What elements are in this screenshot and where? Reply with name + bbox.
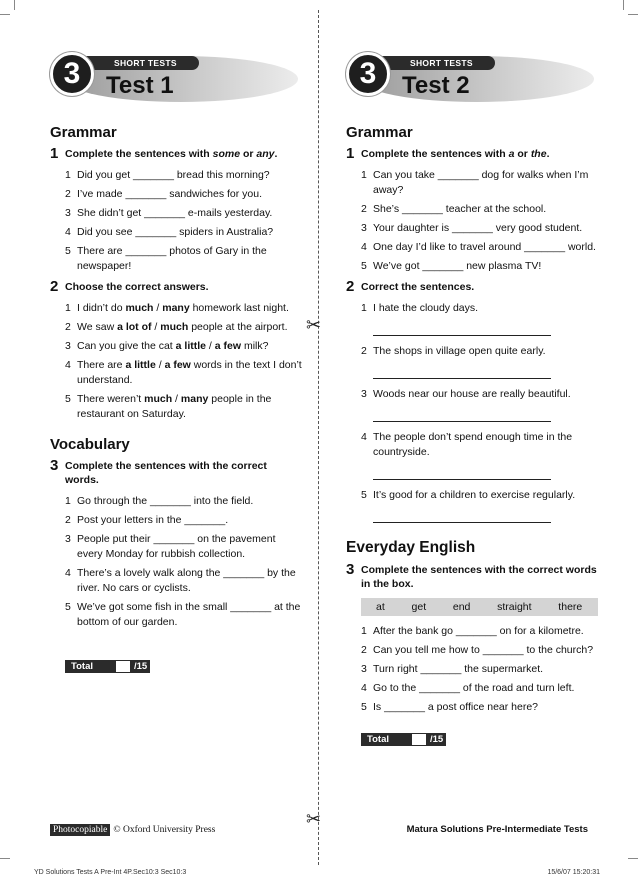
exercise-items xyxy=(50,301,305,422)
instruction-text: Complete the sentences with the correct words. xyxy=(65,460,267,486)
total-max: /15 xyxy=(131,660,150,673)
exercise-instruction xyxy=(346,280,598,294)
list-item[interactable]: 4 There are a little / a few words in the text I don’t understand. xyxy=(65,359,305,386)
exercise-instruction xyxy=(50,459,302,487)
list-item[interactable]: 1 I hate the cloudy days. xyxy=(361,302,479,314)
section-title-grammar: Grammar xyxy=(346,124,413,141)
photocopiable-tag: Photocopiable xyxy=(50,824,110,836)
instruction-text: Correct the sentences. xyxy=(361,281,475,293)
score-field[interactable] xyxy=(411,733,427,746)
list-item[interactable]: 4 Did you see _______ spiders in Australia? xyxy=(65,226,274,238)
instruction-text: Choose the correct answers. xyxy=(65,281,209,293)
test-2-column xyxy=(346,48,598,746)
list-item[interactable]: 5 Is _______ a post office near here? xyxy=(361,701,539,713)
word-box: at get end straight there xyxy=(361,598,598,616)
list-item[interactable]: 3 Turn right _______ the supermarket. xyxy=(361,663,544,675)
unit-number-badge: 3 xyxy=(346,52,390,96)
series-title: Matura Solutions Pre-Intermediate Tests xyxy=(406,824,588,835)
exercise-instruction xyxy=(50,280,302,294)
exercise-number: 3 xyxy=(346,561,355,578)
list-item[interactable]: 1 Can you take _______ dog for walks when I’m away? xyxy=(361,169,592,196)
list-item[interactable]: 4 There’s a lovely walk along the _______ by the river. No cars or cyclists. xyxy=(65,567,299,594)
test-title: Test 1 xyxy=(106,72,174,99)
instruction-text: Complete the sentences with the correct words in the box. xyxy=(361,564,597,590)
exercise-number: 2 xyxy=(50,278,59,295)
test-1-column xyxy=(50,48,305,673)
print-timestamp: 15/6/07 15:20:31 xyxy=(547,869,600,876)
exercise-instruction xyxy=(346,147,598,161)
list-item[interactable]: 3 She didn’t get _______ e-mails yesterday. xyxy=(65,207,273,219)
list-item[interactable]: 2 I’ve made _______ sandwiches for you. xyxy=(65,188,263,200)
exercise-instruction xyxy=(50,147,302,161)
exercise-number: 1 xyxy=(50,145,59,162)
list-item[interactable]: 2 The shops in village open quite early. xyxy=(361,345,546,357)
list-item[interactable]: 2 We saw a lot of / much people at the airport. xyxy=(65,321,288,333)
score-field[interactable] xyxy=(115,660,131,673)
list-item[interactable]: 1 After the bank go _______ on for a kilometre. xyxy=(361,625,584,637)
list-item[interactable]: 2 Can you tell me how to _______ to the church? xyxy=(361,644,594,656)
list-item[interactable]: 3 People put their _______ on the pavement every Monday for rubbish collection. xyxy=(65,533,279,560)
exercise-number: 3 xyxy=(50,457,59,474)
exercise-items xyxy=(346,168,598,274)
total-label: Total xyxy=(361,733,411,746)
exercise-items xyxy=(50,168,302,274)
exercise-number: 1 xyxy=(346,145,355,162)
list-item[interactable]: 1 Go through the _______ into the field. xyxy=(65,495,254,507)
crop-mark xyxy=(0,858,10,859)
print-slug: YD Solutions Tests A Pre-Int 4P.Sec10:3 Sec10:3 xyxy=(34,869,187,876)
list-item[interactable]: 4 One day I’d like to travel around _______ world. xyxy=(361,241,596,253)
list-item[interactable]: 3 Can you give the cat a little / a few milk? xyxy=(65,340,269,352)
test-header xyxy=(50,48,302,110)
total-score-box xyxy=(361,733,598,746)
unit-number-badge: 3 xyxy=(50,52,94,96)
crop-mark xyxy=(14,0,15,10)
answer-line[interactable] xyxy=(373,421,551,422)
list-item[interactable]: 4 Go to the _______ of the road and turn left. xyxy=(361,682,575,694)
list-item[interactable]: 5 We’ve got some fish in the small _______ at the bottom of our garden. xyxy=(65,601,304,628)
section-title-vocabulary: Vocabulary xyxy=(50,436,130,453)
exercise-items xyxy=(346,301,598,523)
answer-line[interactable] xyxy=(373,378,551,379)
list-item[interactable]: 4 The people don’t spend enough time in the countryside. xyxy=(361,431,575,458)
answer-line[interactable] xyxy=(373,335,551,336)
test-header xyxy=(346,48,598,110)
list-item[interactable]: 5 There are _______ photos of Gary in the newspaper! xyxy=(65,245,270,272)
scissors-icon: ✂ xyxy=(306,315,322,335)
answer-line[interactable] xyxy=(373,479,551,480)
crop-mark xyxy=(628,858,638,859)
list-item[interactable]: 2 Post your letters in the _______. xyxy=(65,514,229,526)
list-item[interactable]: 1 Did you get _______ bread this morning? xyxy=(65,169,270,181)
test-title: Test 2 xyxy=(402,72,470,99)
cut-line xyxy=(318,10,319,865)
short-tests-tag: SHORT TESTS xyxy=(360,56,495,70)
crop-mark xyxy=(0,14,10,15)
crop-mark xyxy=(628,14,638,15)
list-item[interactable]: 5 There weren’t much / many people in the restaurant on Saturday. xyxy=(65,393,275,420)
total-label: Total xyxy=(65,660,115,673)
list-item[interactable]: 3 Woods near our house are really beautiful. xyxy=(361,388,571,400)
scissors-icon: ✂ xyxy=(306,809,322,829)
list-item[interactable]: 1 I didn’t do much / many homework last night. xyxy=(65,302,289,314)
answer-line[interactable] xyxy=(373,522,551,523)
list-item[interactable]: 5 It’s good for a children to exercise regularly. xyxy=(361,489,576,501)
section-title-grammar: Grammar xyxy=(50,124,117,141)
total-max: /15 xyxy=(427,733,446,746)
exercise-instruction xyxy=(346,563,598,591)
copyright-footer xyxy=(50,824,215,836)
copyright-text: © Oxford University Press xyxy=(113,825,216,835)
crop-mark xyxy=(623,0,624,10)
list-item[interactable]: 2 She’s _______ teacher at the school. xyxy=(361,203,547,215)
list-item[interactable]: 3 Your daughter is _______ very good student. xyxy=(361,222,583,234)
short-tests-tag: SHORT TESTS xyxy=(64,56,199,70)
instruction-text: Complete the sentences with some or any. xyxy=(65,148,278,160)
instruction-text: Complete the sentences with a or the. xyxy=(361,148,550,160)
exercise-items xyxy=(346,624,598,715)
exercise-items xyxy=(50,494,302,630)
section-title-everyday-english: Everyday English xyxy=(346,539,476,556)
exercise-number: 2 xyxy=(346,278,355,295)
total-score-box xyxy=(65,660,302,673)
list-item[interactable]: 5 We’ve got _______ new plasma TV! xyxy=(361,260,542,272)
